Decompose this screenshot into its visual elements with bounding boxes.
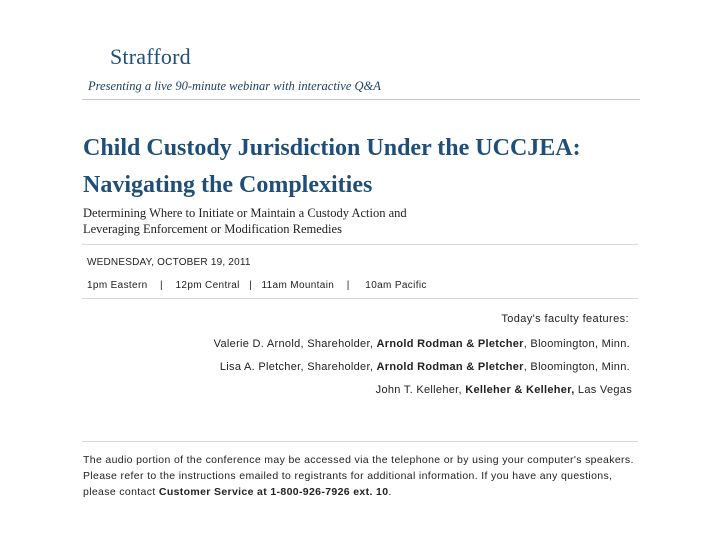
faculty-member bbox=[220, 361, 630, 373]
faculty-firm: Arnold Rodman & Pletcher bbox=[376, 361, 524, 373]
strafford-logo: Strafford bbox=[110, 44, 191, 69]
page-title bbox=[83, 130, 693, 204]
title-line-2: Navigating the Complexities bbox=[83, 172, 373, 198]
webinar-date: WEDNESDAY, OCTOBER 19, 2011 bbox=[87, 257, 251, 268]
faculty-member bbox=[214, 338, 630, 350]
audio-notice bbox=[83, 452, 643, 500]
audio-notice-end: . bbox=[388, 486, 392, 498]
title-line-1: Child Custody Jurisdiction Under the UCCJEA: bbox=[83, 135, 581, 161]
faculty-name-title: Valerie D. Arnold, Shareholder, bbox=[213, 338, 377, 350]
divider-top bbox=[82, 244, 638, 245]
divider-footer bbox=[82, 441, 638, 442]
faculty-location: , Bloomington, Minn. bbox=[523, 338, 630, 350]
faculty-member bbox=[376, 384, 632, 396]
tagline: Presenting a live 90-minute webinar with interactive Q&A bbox=[88, 79, 381, 93]
webinar-times: 1pm Eastern | 12pm Central | 11am Mountain | 10am Pacific bbox=[87, 280, 427, 291]
subtitle-line-1: Determining Where to Initiate or Maintain a Custody Action and bbox=[83, 206, 407, 220]
customer-service-contact: Customer Service at 1-800-926-7926 ext. 10 bbox=[158, 486, 389, 498]
tagline-divider bbox=[82, 99, 640, 100]
faculty-location: , Bloomington, Minn. bbox=[523, 361, 630, 373]
divider-schedule bbox=[82, 298, 638, 299]
faculty-firm: Kelleher & Kelleher, bbox=[465, 384, 575, 396]
faculty-heading: Today's faculty features: bbox=[501, 313, 629, 325]
subtitle bbox=[83, 206, 503, 237]
audio-notice-text: The audio portion of the conference may be accessed via the telephone or by using your computer's speakers. Please refer to the instructions emailed to registrants for additional information. If you have any questions, please contact bbox=[83, 454, 634, 498]
faculty-location: Las Vegas bbox=[574, 384, 632, 396]
faculty-name-title: Lisa A. Pletcher, Shareholder, bbox=[219, 361, 377, 373]
subtitle-line-2: Leveraging Enforcement or Modification Remedies bbox=[83, 221, 342, 236]
faculty-firm: Arnold Rodman & Pletcher bbox=[376, 338, 524, 350]
faculty-name-title: John T. Kelleher, bbox=[375, 384, 466, 396]
